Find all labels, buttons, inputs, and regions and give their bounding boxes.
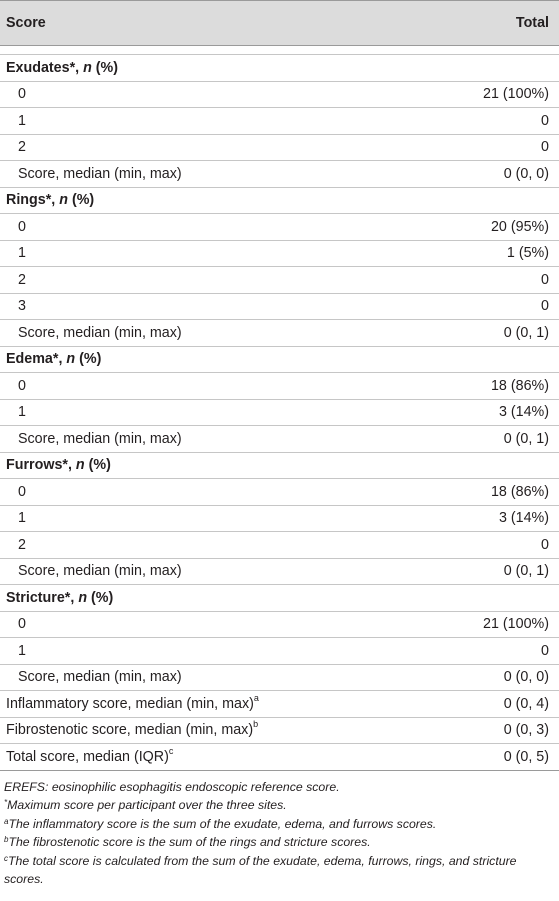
row-value: 0 (0, 0) (420, 664, 559, 691)
row-value (420, 452, 559, 479)
row-label-text: Total score, median (IQR) (6, 748, 169, 765)
table-row (0, 638, 559, 665)
row-value: 0 (0, 0) (420, 161, 559, 188)
row-label-text: 2 (18, 536, 26, 553)
footnote (4, 833, 551, 852)
section-label-n: n (78, 589, 88, 606)
row-value (420, 187, 559, 214)
row-label (0, 611, 420, 638)
section-label-prefix: Edema*, (6, 351, 67, 368)
row-value: 0 (0, 1) (420, 558, 559, 585)
section-label (0, 585, 420, 612)
section-label (0, 452, 420, 479)
table-row (0, 717, 559, 744)
row-label (0, 267, 420, 294)
row-value: 21 (100%) (420, 611, 559, 638)
row-label-text: Score, median (min, max) (18, 430, 182, 447)
section-row (0, 55, 559, 82)
row-label (0, 399, 420, 426)
row-label (0, 426, 420, 453)
row-value: 20 (95%) (420, 214, 559, 241)
table-row (0, 108, 559, 135)
row-label (0, 505, 420, 532)
footnote-text: Maximum score per participant over the three sites. (7, 798, 287, 812)
footnote-marker: c (168, 745, 174, 756)
footnote-marker: b (4, 835, 9, 844)
row-value: 0 (420, 532, 559, 559)
row-label-text: 1 (18, 245, 26, 262)
row-label (0, 558, 420, 585)
section-label (0, 55, 420, 82)
row-value: 0 (0, 1) (420, 320, 559, 347)
row-value: 0 (420, 293, 559, 320)
header-total: Total (420, 1, 559, 46)
row-value: 0 (420, 638, 559, 665)
row-value: 0 (0, 3) (420, 717, 559, 744)
section-label-n: n (66, 351, 76, 368)
row-label (0, 373, 420, 400)
row-label (0, 81, 420, 108)
table-footnotes (0, 778, 559, 889)
section-row (0, 452, 559, 479)
row-value (420, 346, 559, 373)
table-row (0, 611, 559, 638)
table-row (0, 293, 559, 320)
row-label (0, 691, 420, 718)
row-value: 18 (86%) (420, 373, 559, 400)
row-label (0, 214, 420, 241)
row-value (420, 55, 559, 82)
row-label (0, 240, 420, 267)
footnote (4, 796, 551, 815)
row-value: 0 (420, 108, 559, 135)
row-label-text: 0 (18, 377, 26, 394)
row-label (0, 108, 420, 135)
section-label-suffix: (%) (87, 589, 114, 606)
row-value: 3 (14%) (420, 505, 559, 532)
row-label-text: 0 (18, 483, 26, 500)
section-label-prefix: Furrows*, (6, 457, 76, 474)
table-row (0, 320, 559, 347)
section-row (0, 585, 559, 612)
row-value: 18 (86%) (420, 479, 559, 506)
section-label-suffix: (%) (84, 457, 111, 474)
section-label-prefix: Exudates*, (6, 59, 84, 76)
row-label-text: Inflammatory score, median (min, max) (6, 695, 254, 712)
table-row (0, 214, 559, 241)
table-row (0, 426, 559, 453)
section-label-n: n (59, 192, 68, 209)
row-label-text: Score, median (min, max) (18, 563, 182, 580)
section-label-prefix: Stricture*, (6, 589, 79, 606)
table-row (0, 505, 559, 532)
table-row (0, 744, 559, 771)
table-row (0, 134, 559, 161)
footnote-marker: a (4, 816, 9, 826)
table-row (0, 81, 559, 108)
row-label (0, 161, 420, 188)
row-label (0, 320, 420, 347)
row-label-text: 1 (18, 112, 26, 129)
row-label-text: 0 (18, 616, 26, 633)
footnote (4, 778, 551, 797)
row-label-text: 3 (18, 298, 26, 315)
row-label (0, 134, 420, 161)
section-label-suffix: (%) (91, 59, 119, 76)
row-value (420, 585, 559, 612)
row-label-text: 2 (18, 271, 26, 288)
section-row (0, 346, 559, 373)
row-value: 3 (14%) (420, 399, 559, 426)
row-label-text: Fibrostenotic score, median (min, max) (6, 722, 254, 739)
footnote-text: EREFS: eosinophilic esophagitis endoscopic reference score. (4, 779, 340, 794)
table-body (0, 46, 559, 771)
row-label (0, 638, 420, 665)
table-row (0, 240, 559, 267)
section-label-prefix: Rings*, (6, 192, 60, 209)
row-label (0, 717, 420, 744)
footnote (4, 815, 551, 834)
footnote-text: The fibrostenotic score is the sum of the rings and stricture scores. (8, 835, 371, 849)
footnote-marker: * (4, 798, 8, 807)
footnote (4, 852, 551, 889)
footnote-marker: b (253, 719, 259, 730)
row-label (0, 664, 420, 691)
section-label-n: n (83, 59, 92, 76)
table-row (0, 664, 559, 691)
table-row (0, 479, 559, 506)
section-label (0, 346, 420, 373)
header-score: Score (0, 1, 420, 46)
row-label-text: Score, median (min, max) (18, 669, 182, 686)
table-header-row (0, 1, 559, 46)
table-spacer-row (0, 46, 559, 55)
section-label-n: n (75, 457, 85, 474)
row-label (0, 744, 420, 771)
row-value: 1 (5%) (420, 240, 559, 267)
row-value: 0 (420, 134, 559, 161)
table-row (0, 532, 559, 559)
table-row (0, 267, 559, 294)
row-label-text: Score, median (min, max) (18, 165, 182, 182)
row-label-text: 1 (18, 404, 26, 421)
row-label (0, 532, 420, 559)
row-label-text: 2 (18, 139, 26, 156)
section-row (0, 187, 559, 214)
row-value: 21 (100%) (420, 81, 559, 108)
table-row (0, 399, 559, 426)
row-label (0, 293, 420, 320)
row-label-text: 0 (18, 218, 26, 235)
row-value: 0 (0, 5) (420, 744, 559, 771)
row-label (0, 479, 420, 506)
row-label-text: Score, median (min, max) (18, 324, 182, 341)
table-row (0, 558, 559, 585)
row-label-text: 1 (18, 642, 26, 659)
row-label-text: 0 (18, 86, 26, 103)
row-value: 0 (0, 4) (420, 691, 559, 718)
section-label-suffix: (%) (75, 351, 102, 368)
section-label (0, 187, 420, 214)
footnote-text: The inflammatory score is the sum of the exudate, edema, and furrows scores. (8, 816, 437, 831)
footnote-marker: c (4, 853, 8, 863)
table-row (0, 691, 559, 718)
table-row (0, 161, 559, 188)
row-label-text: 1 (18, 510, 26, 527)
row-value: 0 (0, 1) (420, 426, 559, 453)
table-row (0, 373, 559, 400)
row-value: 0 (420, 267, 559, 294)
footnote-marker: a (253, 692, 259, 703)
section-label-suffix: (%) (67, 192, 95, 209)
footnote-text: The total score is calculated from the sum of the exudate, edema, furrows, rings, and stricture scores. (4, 853, 517, 886)
